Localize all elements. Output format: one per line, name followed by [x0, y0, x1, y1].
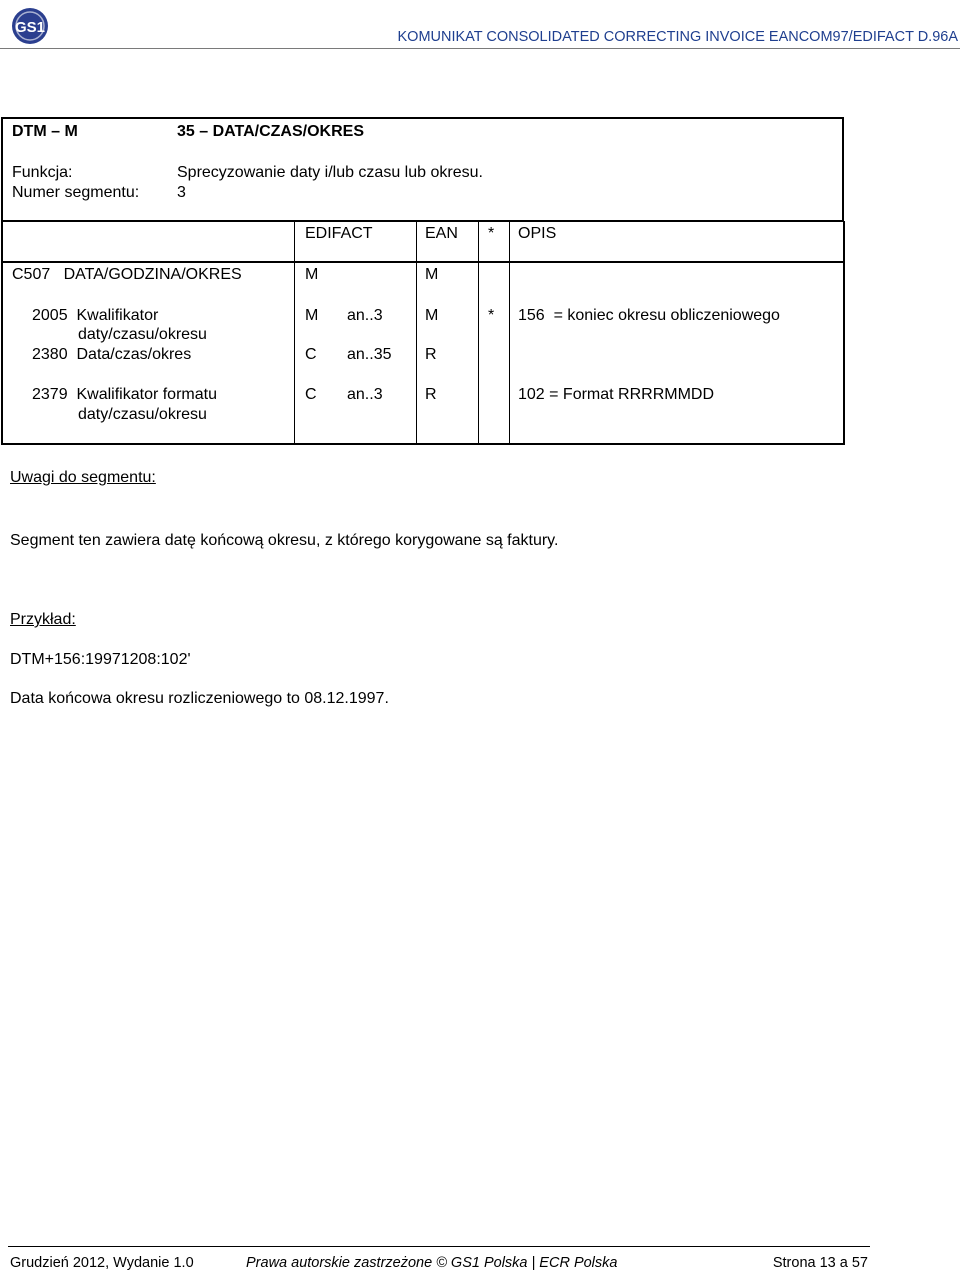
- element-2379-status: C: [305, 386, 317, 403]
- element-2005-code-name: 2005 Kwalifikator: [32, 307, 159, 324]
- notes-text: Segment ten zawiera datę końcową okresu, z którego korygowane są faktury.: [10, 532, 559, 549]
- column-divider: [416, 221, 417, 443]
- function-label: Funkcja:: [12, 164, 73, 181]
- element-2005-opis: 156 = koniec okresu obliczeniowego: [518, 307, 780, 324]
- element-2005-name-cont: daty/czasu/okresu: [78, 326, 207, 343]
- footer-divider: [8, 1246, 870, 1247]
- element-2379-format: an..3: [347, 386, 383, 403]
- header-divider: [0, 48, 960, 49]
- gs1-logo: [10, 6, 54, 46]
- header-edifact: EDIFACT: [305, 225, 373, 242]
- composite-code-name: C507 DATA/GODZINA/OKRES: [12, 266, 242, 283]
- element-2005-status: M: [305, 307, 319, 324]
- example-description: Data końcowa okresu rozliczeniowego to 08.12.1997.: [10, 690, 389, 707]
- example-label: Przykład:: [10, 611, 76, 628]
- document-title: KOMUNIKAT CONSOLIDATED CORRECTING INVOICE EANCOM97/EDIFACT D.96A: [397, 29, 958, 45]
- element-2380-status: C: [305, 346, 317, 363]
- element-2379-name-cont: daty/czasu/okresu: [78, 406, 207, 423]
- segment-name: 35 – DATA/CZAS/OKRES: [177, 123, 364, 140]
- segment-element-table: [1, 221, 845, 445]
- header-star: *: [488, 225, 495, 242]
- column-divider: [294, 221, 295, 443]
- composite-ean-status: M: [425, 266, 439, 283]
- footer-page-number: Strona 13 a 57: [772, 1255, 868, 1271]
- element-2380-ean: R: [425, 346, 437, 363]
- segment-header-box: [1, 117, 844, 222]
- column-divider: [509, 221, 510, 443]
- footer-edition: Grudzień 2012, Wydanie 1.0: [10, 1255, 194, 1271]
- element-2379-code-name: 2379 Kwalifikator formatu: [32, 386, 217, 403]
- element-2380-code-name: 2380 Data/czas/okres: [32, 346, 192, 363]
- element-2005-star: *: [488, 307, 495, 324]
- element-2379-ean: R: [425, 386, 437, 403]
- header-opis: OPIS: [518, 225, 557, 242]
- footer-copyright: Prawa autorskie zastrzeżone © GS1 Polska | ECR Polska: [246, 1255, 618, 1271]
- column-divider: [478, 221, 479, 443]
- element-2379-opis: 102 = Format RRRRMMDD: [518, 386, 715, 403]
- element-2005-ean: M: [425, 307, 439, 324]
- table-header-divider: [3, 261, 843, 263]
- element-2380-format: an..35: [347, 346, 392, 363]
- notes-label: Uwagi do segmentu:: [10, 469, 156, 486]
- function-value: Sprecyzowanie daty i/lub czasu lub okresu.: [177, 164, 483, 181]
- element-2005-format: an..3: [347, 307, 383, 324]
- segment-number-label: Numer segmentu:: [12, 184, 140, 201]
- segment-number-value: 3: [177, 184, 186, 201]
- gs1-logo-text: GS1: [14, 19, 46, 36]
- segment-code: DTM – M: [12, 123, 78, 140]
- composite-edifact-status: M: [305, 266, 319, 283]
- example-code: DTM+156:19971208:102': [10, 651, 191, 668]
- header-ean: EAN: [425, 225, 458, 242]
